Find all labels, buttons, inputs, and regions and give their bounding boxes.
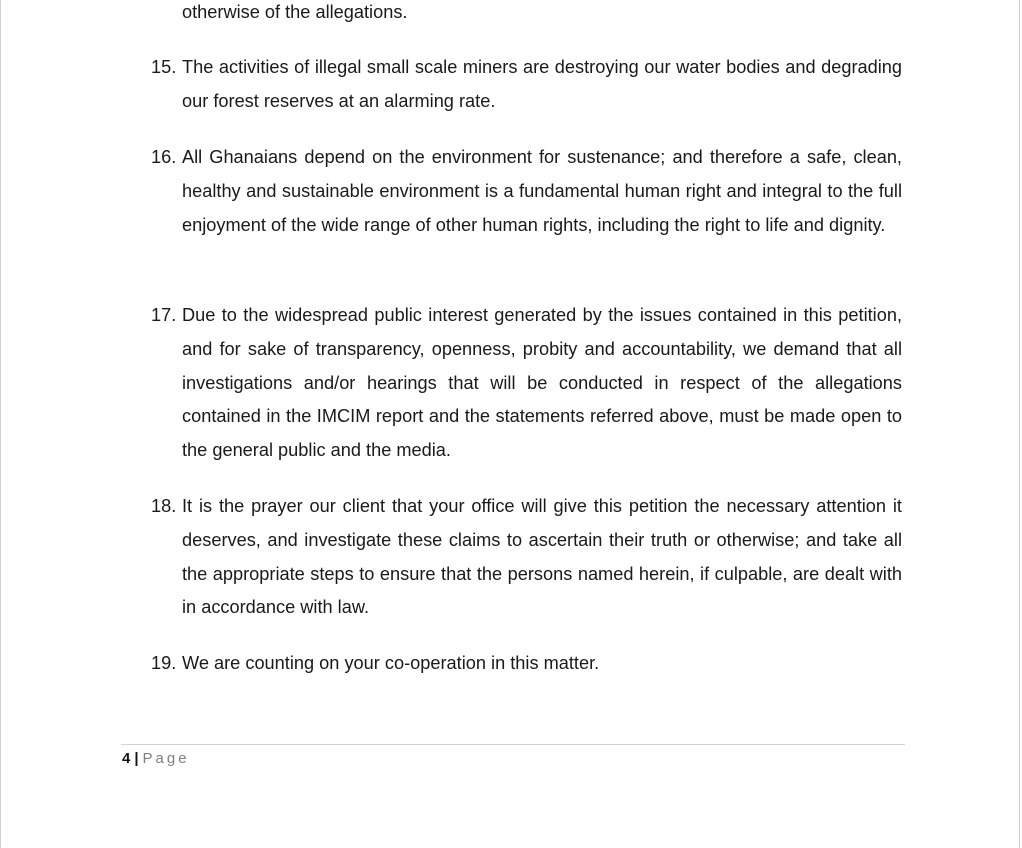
- page-footer: [122, 749, 190, 769]
- footer-divider: [121, 744, 905, 745]
- paragraph-text: Due to the widespread public interest generated by the issues contained in this petition, and for sake of transparency, openness, probity and accountability, we demand that all investigations and/or hearings that will be conducted in respect of the allegations contained in the IMCIM report and the statements referred above, must be made open to the general public and the media.: [182, 305, 902, 461]
- continuation-text: otherwise of the allegations.: [182, 2, 408, 22]
- paragraph-number: 15.: [151, 57, 177, 77]
- paragraph-text: All Ghanaians depend on the environment for sustenance; and therefore a safe, clean, healthy and sustainable environment is a fundamental human right and integral to the full enjoyment of the wide range of other human rights, including the right to life and dignity.: [182, 147, 902, 235]
- paragraph-number: 16.: [151, 147, 177, 167]
- paragraph-text: The activities of illegal small scale miners are destroying our water bodies and degrading our forest reserves at an alarming rate.: [182, 57, 902, 111]
- paragraph-16: [151, 141, 902, 242]
- paragraph-18: [151, 490, 902, 625]
- page-label: Page: [142, 750, 190, 767]
- paragraph-number: 17.: [151, 305, 177, 325]
- paragraph-15: [151, 51, 902, 119]
- paragraph-19: [151, 647, 902, 681]
- paragraph-number: 18.: [151, 496, 177, 516]
- paragraph-number: 19.: [151, 653, 177, 673]
- paragraph-text: We are counting on your co-operation in this matter.: [182, 653, 600, 673]
- paragraph-17: [151, 299, 902, 468]
- footer-separator: |: [134, 750, 139, 767]
- paragraph-text: It is the prayer our client that your office will give this petition the necessary attention it deserves, and investigate these claims to ascertain their truth or otherwise; and take all the appropriate steps to ensure that the persons named herein, if culpable, are dealt with in accordance with law.: [182, 496, 902, 618]
- page-number: 4: [122, 750, 131, 767]
